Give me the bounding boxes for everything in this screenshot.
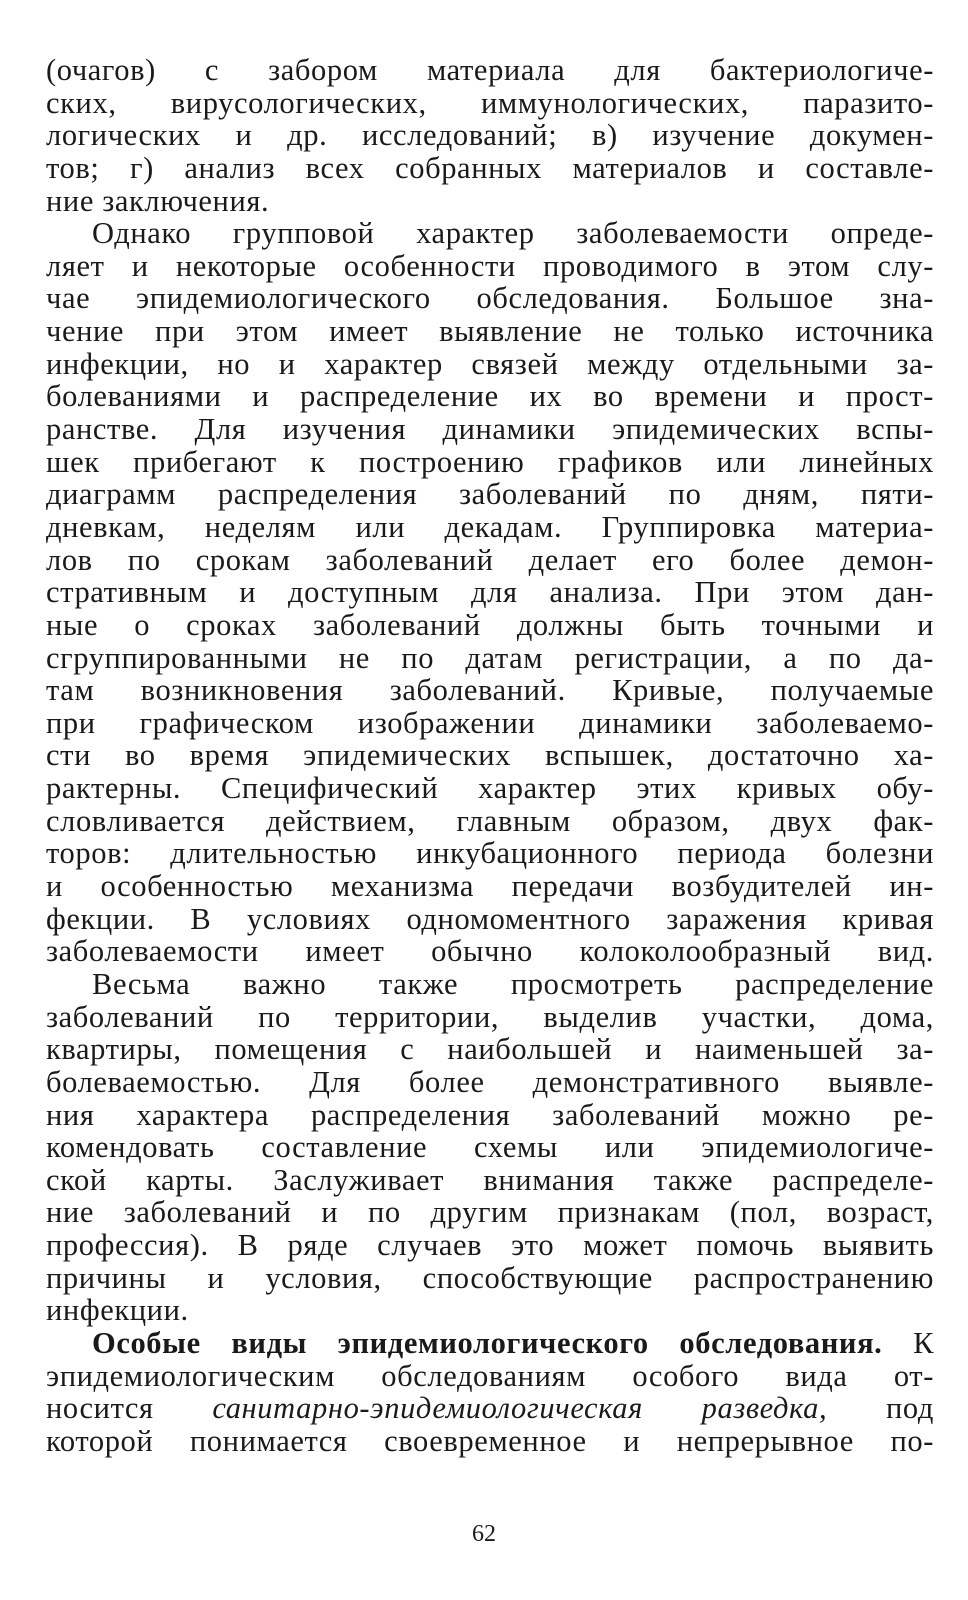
text-line: ской карты. Заслуживает внимания также распределе- — [46, 1162, 934, 1197]
text-line: болеваемостью. Для более демонстративного выявле- — [46, 1064, 934, 1099]
section-heading-line — [46, 1327, 934, 1360]
text-line: болеваниями и распределение их во времени и прост- — [46, 379, 934, 414]
paragraph-3 — [46, 968, 934, 1327]
text-line: сти во время эпидемических вспышек, достаточно ха- — [46, 738, 934, 773]
text-line: дневкам, неделям или декадам. Группировка материа- — [46, 509, 934, 544]
section-special-surveys — [46, 1327, 934, 1458]
text-line: заболеваемости имеет обычно колоколообразный вид. — [46, 934, 934, 969]
text-line: рактерны. Специфический характер этих кривых обу- — [46, 771, 934, 806]
text-line: чение при этом имеет выявление не только источника — [46, 314, 934, 349]
text-line: которой понимается своевременное и непрерывное по- — [46, 1423, 934, 1458]
text-line: комендовать составление схемы или эпидемиологиче- — [46, 1130, 934, 1165]
page-body — [46, 54, 934, 1458]
text-line: сгруппированными не по датам регистрации, а по да- — [46, 640, 934, 675]
text-line: ских, вирусологических, иммунологических, паразито- — [46, 85, 934, 120]
paragraph-1 — [46, 54, 934, 217]
italic-term: санитарно-эпидемиологическая разведка, — [212, 1391, 828, 1426]
text-line: ранстве. Для изучения динамики эпидемических вспы- — [46, 412, 934, 447]
text-line: Весьма важно также просмотреть распределение — [92, 966, 934, 1001]
text-line: при графическом изображении динамики заболеваемо- — [46, 705, 934, 740]
text-line: тов; г) анализ всех собранных материалов и составле- — [46, 150, 934, 185]
text-line: (очагов) с забором материала для бактериологиче- — [46, 53, 934, 87]
text-line: ляет и некоторые особенности проводимого в этом слу- — [46, 248, 934, 283]
text-line: лов по срокам заболеваний делает его более демон- — [46, 542, 934, 577]
text-line: эпидемиологическим обследованиям особого вида от- — [46, 1358, 934, 1393]
text-line: инфекции. — [46, 1293, 189, 1328]
text-line: чае эпидемиологического обследования. Большое зна- — [46, 281, 934, 316]
text-line: логических и др. исследований; в) изучение докумен- — [46, 118, 934, 153]
section-heading: Особые виды эпидемиологического обследования. — [92, 1325, 883, 1360]
text-line: ние заключения. — [46, 183, 270, 218]
text-line: там возникновения заболеваний. Кривые, получаемые — [46, 673, 934, 708]
text-line: фекции. В условиях одномоментного заражения кривая — [46, 901, 934, 936]
text-line: квартиры, помещения с наибольшей и наименьшей за- — [46, 1032, 934, 1067]
text-line: ные о сроках заболеваний должны быть точными и — [46, 607, 934, 642]
text-line: Однако групповой характер заболеваемости опреде- — [92, 216, 934, 251]
text-run: носится — [46, 1391, 213, 1426]
text-run: К — [882, 1325, 935, 1360]
text-line: ния характера распределения заболеваний можно ре- — [46, 1097, 934, 1132]
text-line-with-italic — [46, 1392, 934, 1425]
text-line: торов: длительностью инкубационного периода болезни — [46, 836, 934, 871]
text-line: стративным и доступным для анализа. При этом дан- — [46, 575, 934, 610]
text-run: под — [827, 1391, 934, 1426]
text-line: инфекции, но и характер связей между отдельными за- — [46, 346, 934, 381]
text-line: диаграмм распределения заболеваний по дням, пяти- — [46, 477, 934, 512]
text-line: заболеваний по территории, выделив участки, дома, — [46, 999, 934, 1034]
text-line: шек прибегают к построению графиков или линейных — [46, 444, 934, 479]
text-line: профессия). В ряде случаев это может помочь выявить — [46, 1228, 934, 1263]
paragraph-2 — [46, 217, 934, 968]
text-line: причины и условия, способствующие распространению — [46, 1260, 934, 1295]
text-line: ние заболеваний и по другим признакам (пол, возраст, — [46, 1195, 934, 1230]
text-line: и особенностью механизма передачи возбудителей ин- — [46, 869, 934, 904]
page-number: 62 — [472, 1521, 496, 1547]
text-line: словливается действием, главным образом, двух фак- — [46, 803, 934, 838]
